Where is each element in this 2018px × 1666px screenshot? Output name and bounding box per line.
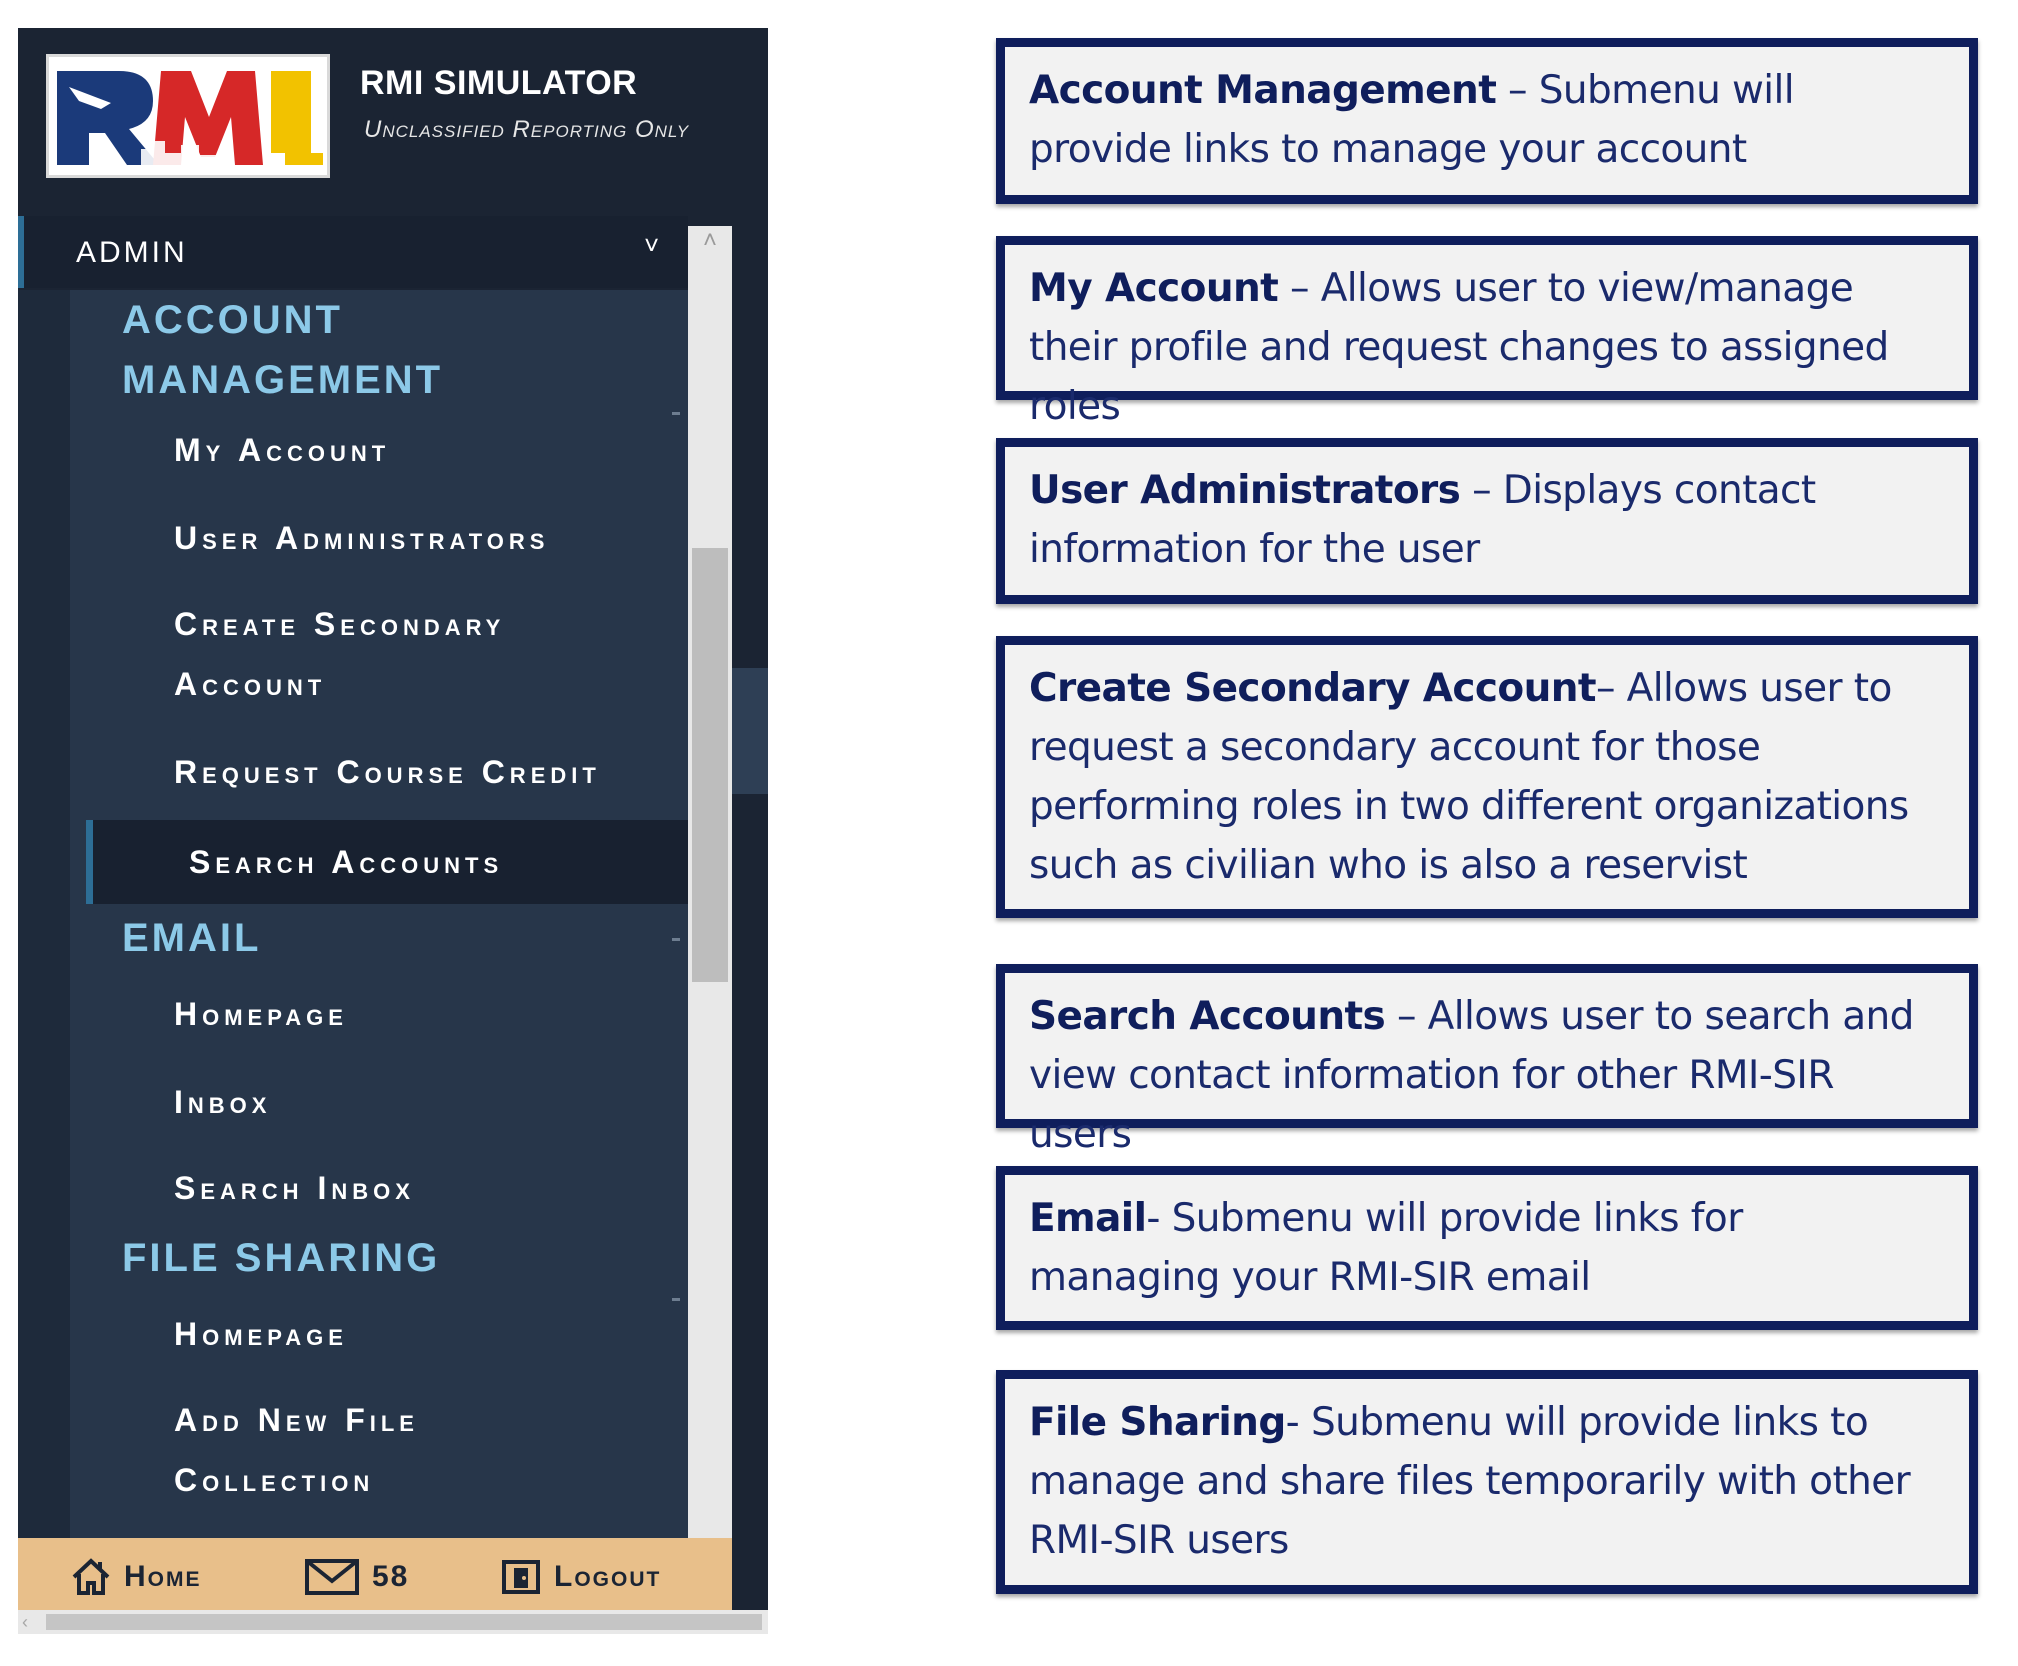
callout-text: – Displays contact information for the user xyxy=(1029,468,1816,572)
callout-term: Account Management xyxy=(1029,68,1497,113)
callout-term: Create Secondary Account xyxy=(1029,666,1596,711)
home-button[interactable] xyxy=(70,1538,202,1610)
chevron-down-icon: ˅ xyxy=(644,230,660,260)
content-edge xyxy=(732,216,768,1568)
home-label: Home xyxy=(124,1560,202,1593)
menu-item-file-sharing-homepage[interactable]: Homepage xyxy=(174,1316,348,1352)
section-file-sharing[interactable]: FILE SHARING xyxy=(122,1236,441,1280)
callout-term: Email xyxy=(1029,1196,1147,1241)
callout-account-management xyxy=(996,38,1978,204)
app-title: RMI SIMULATOR xyxy=(360,64,638,102)
section-email[interactable]: EMAIL xyxy=(122,916,262,960)
admin-label: ADMIN xyxy=(76,236,188,269)
callout-text: – Allows user to view/manage their profile and request changes to assigned roles xyxy=(1029,266,1889,429)
callout-search-accounts xyxy=(996,964,1978,1157)
logout-icon xyxy=(500,1556,542,1598)
section-expand-marker xyxy=(672,412,680,415)
horizontal-scrollbar[interactable] xyxy=(18,1610,768,1634)
callout-text: - Submenu will provide links for managing your RMI-SIR email xyxy=(1029,1196,1743,1300)
mail-icon xyxy=(304,1557,360,1597)
rmi-logo[interactable] xyxy=(46,54,330,178)
section-expand-marker xyxy=(672,1298,680,1301)
app-header xyxy=(18,28,768,216)
mail-button[interactable] xyxy=(304,1538,409,1610)
callout-text: – Allows user to request a secondary account for those performing roles in two different organizations such as civilian who is also a reservist xyxy=(1029,666,1909,888)
callout-create-secondary-account xyxy=(996,636,1978,918)
callout-file-sharing xyxy=(996,1370,1978,1594)
section-account-management[interactable]: ACCOUNT MANAGEMENT xyxy=(122,298,444,402)
mail-count: 58 xyxy=(372,1560,410,1593)
horizontal-scrollbar-thumb[interactable] xyxy=(46,1614,762,1630)
content-edge-block xyxy=(732,668,768,794)
scrollbar-thumb[interactable] xyxy=(692,548,728,982)
app-subtitle: Unclassified Reporting Only xyxy=(364,116,690,143)
footer-bar xyxy=(18,1538,732,1610)
logout-button[interactable] xyxy=(500,1538,661,1610)
sidebar-panel xyxy=(18,28,768,1610)
callout-text: – Submenu will provide links to manage your account xyxy=(1029,68,1794,172)
menu-item-my-account[interactable]: My Account xyxy=(174,432,391,468)
callout-user-administrators xyxy=(996,438,1978,604)
logout-label: Logout xyxy=(554,1560,662,1593)
menu-item-inbox[interactable]: Inbox xyxy=(174,1084,272,1120)
callout-term: File Sharing xyxy=(1029,1400,1286,1445)
callout-term: Search Accounts xyxy=(1029,994,1386,1039)
menu-item-email-homepage[interactable]: Homepage xyxy=(174,996,348,1032)
menu-item-request-course-credit[interactable]: Request Course Credit xyxy=(174,754,601,790)
menu-item-create-secondary-account[interactable]: Create Secondary Account xyxy=(174,606,506,702)
menu-item-search-accounts[interactable]: Search Accounts xyxy=(86,820,688,904)
callout-email xyxy=(996,1166,1978,1330)
callout-term: My Account xyxy=(1029,266,1279,311)
submenu-list xyxy=(70,290,688,1568)
menu-item-add-new-file-collection[interactable]: Add New File Collection xyxy=(174,1402,419,1498)
section-expand-marker xyxy=(672,938,680,941)
callout-my-account xyxy=(996,236,1978,429)
menu-item-user-administrators[interactable]: User Administrators xyxy=(174,520,550,556)
scroll-up-icon[interactable]: ˄ xyxy=(702,227,717,254)
home-icon xyxy=(70,1557,112,1597)
menu-item-search-inbox[interactable]: Search Inbox xyxy=(174,1170,415,1206)
rmi-logo-graphic xyxy=(49,57,327,175)
vertical-scrollbar[interactable] xyxy=(688,226,732,1568)
callout-text: – Allows user to search and view contact information for other RMI-SIR users xyxy=(1029,994,1914,1157)
menu-gutter xyxy=(18,290,70,1568)
callout-term: User Administrators xyxy=(1029,468,1461,513)
admin-menu-toggle[interactable] xyxy=(18,216,688,288)
callout-text: - Submenu will provide links to manage and share files temporarily with other RMI-SIR users xyxy=(1029,1400,1911,1563)
scroll-left-icon[interactable]: ‹ xyxy=(22,1612,28,1632)
